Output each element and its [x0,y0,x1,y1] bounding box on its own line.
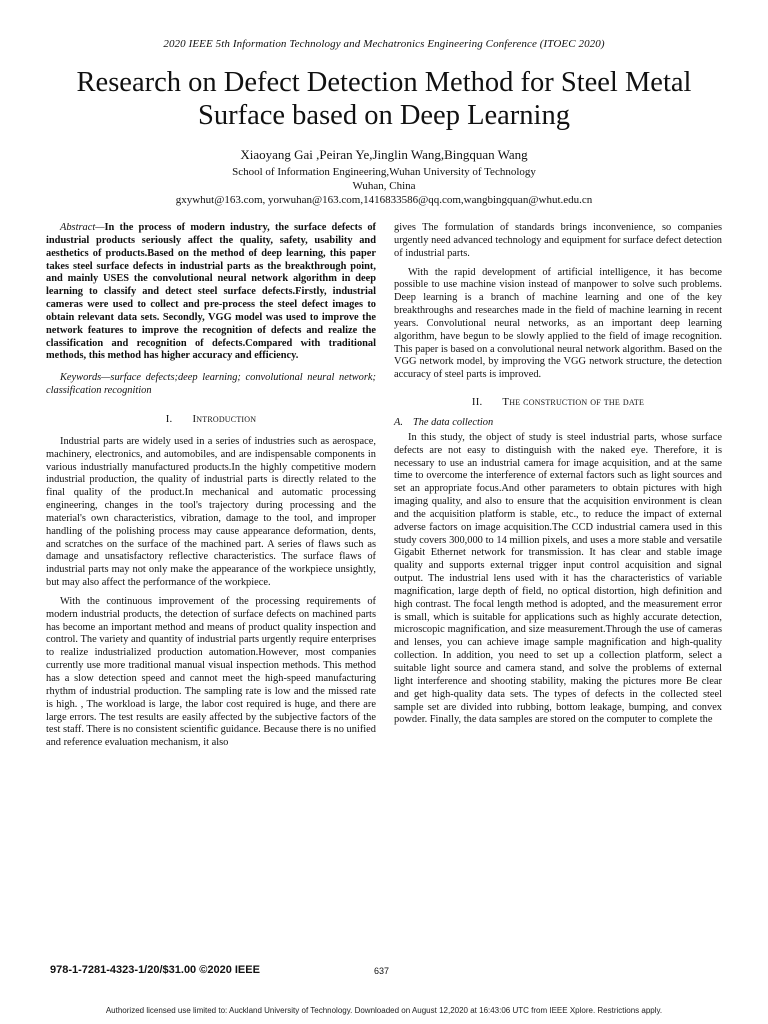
page-number: 637 [374,966,390,976]
subsection-heading-data-collection [394,417,722,430]
left-column [46,222,376,756]
right-column [394,222,722,733]
abstract-lead: Abstract— [60,222,105,233]
conference-header: 2020 IEEE 5th Information Technology and Mechatronics Engineering Conference (ITOEC 2020) [163,38,605,50]
subsection-title: The data collection [412,416,494,428]
author-emails: gxywhut@163.com, yorwuhan@163.com,1416833586@qq.com,wangbingquan@whut.edu.cn [175,194,593,206]
intro-paragraph-2: With the continuous improvement of the processing requirements of modern industrial products, the detection of surface defects on machined parts has become an important method and means of product quality inspection and control. The variety and quantity of industrial parts urgently require enterprises to realize industrialized production automation.However, most companies currently use more traditional manual visual inspection methods. This method has a slow detection speed and cannot meet the high-speed manufacturing rhythm of industrial production. The sampling rate is low and the missed rate is high. , The workload is large, the labor cost required is huge, and there are large errors. The test results are easily affected by the subjective factors of the test staff. There is no consistent scientific guidance. Because there is no unified and reference evaluation mechanism, it also [46,595,376,749]
section-title: The construction of the date [502,396,645,409]
abstract-text: In the process of modern industry, the surface defects of industrial products seriously affect the quality, safety, usability and aesthetics of products.Based on the method of deep learning, this paper takes steel surface defects in industrial parts as the breakthrough point, and mainly USES the convolutional neural network algorithm in deep learning to classify and detect steel surface defects.Firstly, industrial cameras were used to collect and pre-process the steel defect images to obtain relevant data sets. Secondly, VGG model was used to improve the network features to improve the recognition of defects and realize the classification and recognition of defects.Compared with traditional methods, this method has higher accuracy and efficiency. [46,222,376,362]
section-heading-construction [394,396,722,409]
paper-title: Research on Defect Detection Method for Steel Metal Surface based on Deep Learning [76,67,692,131]
data-collection-paragraph: In this study, the object of study is steel industrial parts, whose surface defects are not easy to distinguish with the naked eye. Therefore, it is necessary to use an industrial camera for image acquisition, and at the same time to overcome the interference of external factors such as light sources and set an appropriate focus.And other parameters to obtain pictures with high imaging quality, and also to ensure that the acquisition environment is clean and the acquisition platform is stable, etc., to reduce the impact of external adverse factors on image acquisition.The CCD industrial camera used in this study covers 300,000 to 14 million pixels, and uses a more stable and versatile Gigabit Ethernet network for transmission. It has clear and stable image quality and supports external trigger input control acquisition and signal output. The industrial lens used with it has the characteristics of variable magnification, large depth of field, no optical distortion, high definition and high contrast. The focal length method is adopted, and the measurement error is small, which is suitable for applications such as highly accurate detection, microscopic magnification, and size measurement.Through the use of cameras and lenses, you can achieve image sample magnification and high-quality collection. In addition, you need to set up a collection platform, select a suitable light source and camera stand, and solve the problems of external light interference and shooting stability, making the pictures more Be clear and get high-quality data sets. The types of defects in the collected steel sample set are divided into rubbing, bottom leakage, bumping, and convex powder. Finally, the data samples are stored on the computer to complete the [394,431,722,726]
keywords: Keywords—surface defects;deep learning; convolutional neural network; classification recognition [46,372,376,397]
section-number: I. [165,412,173,425]
section-number: II. [471,396,483,409]
subsection-number: A. [394,416,403,428]
section-heading-introduction [46,413,376,426]
intro-paragraph-3: gives The formulation of standards brings inconvenience, so companies urgently need advanced technology and equipment for surface defect detection of industrial parts. [394,222,722,259]
abstract [46,222,376,363]
section-title: Introduction [192,412,257,425]
authors: Xiaoyang Gai ,Peiran Ye,Jinglin Wang,Bingquan Wang [240,147,528,162]
license-notice: Authorized licensed use limited to: Auckland University of Technology. Downloaded on August 12,2020 at 16:43:06 UTC from IEEE Xplore. Restrictions apply. [105,1006,663,1015]
affiliation-city: Wuhan, China [352,180,416,192]
affiliation-school: School of Information Engineering,Wuhan University of Technology [232,166,536,178]
isbn-copyright: 978-1-7281-4323-1/20/$31.00 ©2020 IEEE [50,964,260,976]
intro-paragraph-4: With the rapid development of artificial intelligence, it has become possible to use machine vision instead of manpower to solve such problems. Deep learning is a branch of machine learning and one of the key breakthroughs and researches made in the field of machine learning in recent years. Convolutional neural networks, as an important deep learning algorithm, have begun to be slowly applied to the field of image recognition. This paper is based on a convolutional neural network algorithm. Based on the VGG network model, by improving the VGG network structure, the detection accuracy of steel parts is improved. [394,266,722,381]
intro-paragraph-1: Industrial parts are widely used in a series of industries such as aerospace, machinery, electronics, and automobiles, and are indispensable components in various industrially manufactured products.In the highly competitive modern industrial production, the quality of industrial parts is directly related to the final quality of the product.In mechanical and automatic processing engineering, changes in the tool's trajectory during processing and the material's own characteristics, vibration, damage to the tool, and improper handling of the polishing process may cause appearance deformation, dents, and scratches on the surface of the machined part. A series of flaws such as damage and unsatisfactory reflective characteristics. The surface flaws of industrial parts may not only make the appearance of the workpiece unsightly, but may also affect the performance of the workpiece. [46,435,376,589]
